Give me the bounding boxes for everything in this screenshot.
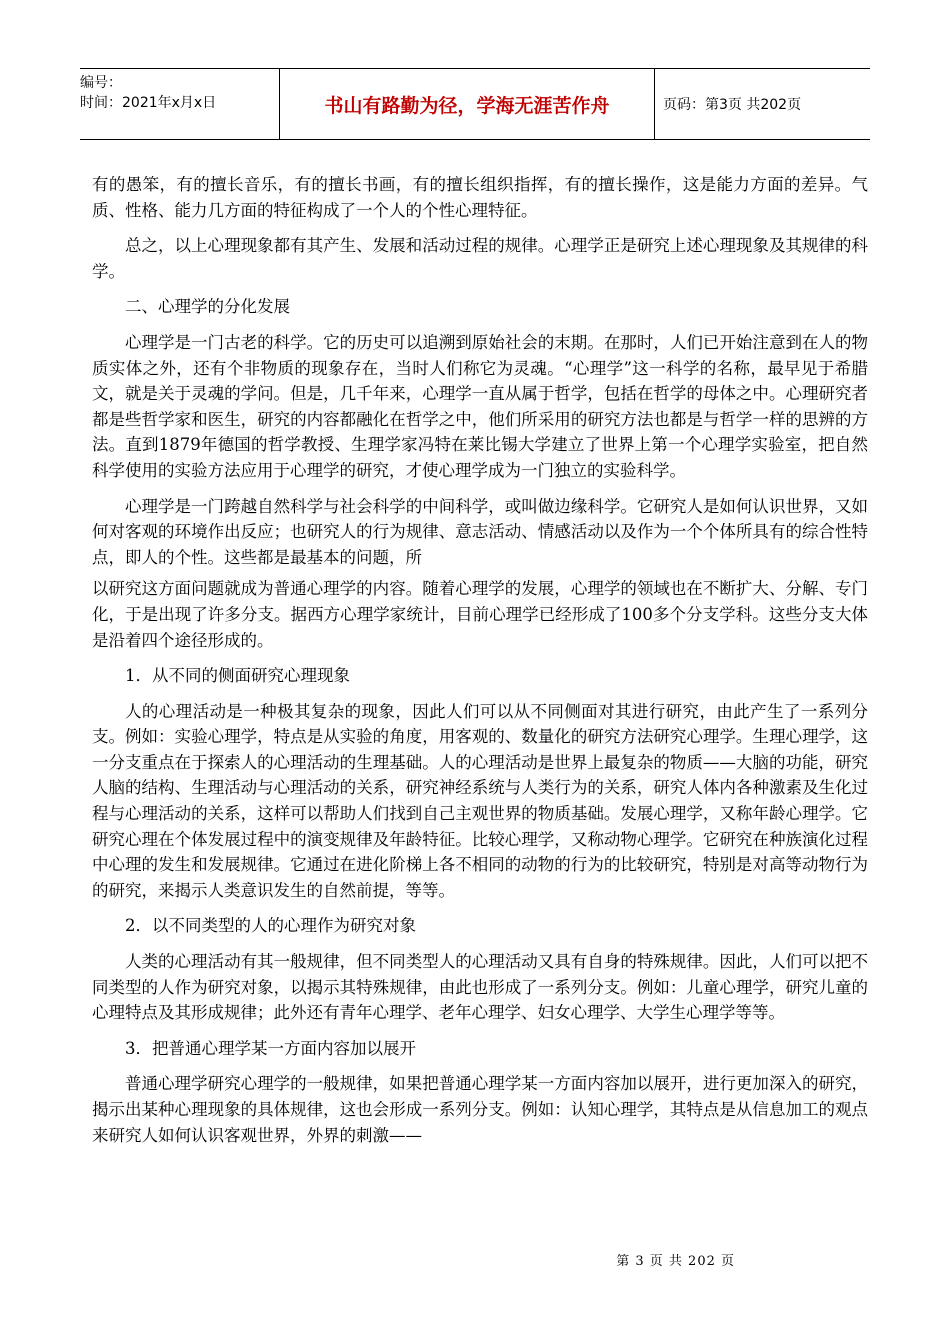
paragraph: 有的愚笨，有的擅长音乐，有的擅长书画，有的擅长组织指挥，有的擅长操作，这是能力方面的差异。气质、性格、能力几方面的特征构成了一个人的个性心理特征。 [92,175,868,220]
document-number-label: 编号： [80,75,122,91]
paragraph: 人的心理活动是一种极其复杂的现象，因此人们可以从不同侧面对其进行研究，由此产生了一系列分支。例如：实验心理学，特点是从实验的角度，用客观的、数量化的研究方法研究心理学。生理心理学，这一分支重点在于探索人的心理活动的生理基础。人的心理活动是世界上最复杂的物质——大脑的功能，研究人脑的结构、生理活动与心理活动的关系，研究神经系统与人类行为的关系，研究人体内各种激素及生化过程与心理活动的关系，这样可以帮助人们找到自己主观世界的物质基础。发展心理学，又称年龄心理学。它研究心理在个体发展过程中的演变规律及年龄特征。比较心理学，又称动物心理学。它研究在种族演化过程中心理的发生和发展规律。它通过在进化阶梯上各不相同的动物的行为的比较研究，特别是对高等动物行为的研究，来揭示人类意识发生的自然前提，等等。 [92,701,868,900]
subsection-heading: 1．从不同的侧面研究心理现象 [125,666,350,686]
page-footer: 第 3 页 共 202 页 [616,1254,735,1269]
header-meta [80,69,280,139]
paragraph: 普通心理学研究心理学的一般规律，如果把普通心理学某一方面内容加以展开，进行更加深入的研究，揭示出某种心理现象的具体规律，这也会形成一系列分支。例如：认知心理学，其特点是从信息加工的观点来研究人如何认识客观世界，外界的刺激—— [92,1074,868,1145]
paragraph: 总之，以上心理现象都有其产生、发展和活动过程的规律。心理学正是研究上述心理现象及其规律的科学。 [92,236,868,281]
section-heading: 二、心理学的分化发展 [125,297,290,317]
paragraph: 人类的心理活动有其一般规律，但不同类型人的心理活动又具有自身的特殊规律。因此，人们可以把不同类型的人作为研究对象，以揭示其特殊规律，由此也形成了一系列分支。例如：儿童心理学，研究儿童的心理特点及其形成规律；此外还有青年心理学、老年心理学、妇女心理学、大学生心理学等等。 [92,952,868,1023]
document-body [92,172,868,1158]
header-motto: 书山有路勤为径，学海无涯苦作舟 [280,69,655,139]
header-page-info: 页码：第3页 共202页 [663,97,802,113]
paragraph: 心理学是一门古老的科学。它的历史可以追溯到原始社会的末期。在那时，人们已开始注意到在人的物质实体之外，还有个非物质的现象存在，当时人们称它为灵魂。“心理学”这一科学的名称，最早见于希腊文，就是关于灵魂的学问。但是，几千年来，心理学一直从属于哲学，包括在哲学的母体之中。心理研究者都是些哲学家和医生，研究的内容都融化在哲学之中，他们所采用的研究方法也都是与哲学一样的思辨的方法。直到1879年德国的哲学教授、生理学家冯特在莱比锡大学建立了世界上第一个心理学实验室，把自然科学使用的实验方法应用于心理学的研究，才使心理学成为一门独立的实验科学。 [92,332,868,480]
subsection-heading: 2．以不同类型的人的心理作为研究对象 [125,916,416,936]
document-time-label: 时间：2021年x月x日 [80,95,217,111]
page-header [80,68,870,140]
paragraph: 心理学是一门跨越自然科学与社会科学的中间科学，或叫做边缘科学。它研究人是如何认识世界，又如何对客观的环境作出反应；也研究人的行为规律、意志活动、情感活动以及作为一个个体所具有的综合性特点，即人的个性。这些都是最基本的问题，所 [92,496,868,567]
subsection-heading: 3．把普通心理学某一方面内容加以展开 [125,1038,416,1058]
paragraph: 以研究这方面问题就成为普通心理学的内容。随着心理学的发展，心理学的领域也在不断扩大、分解、专门化，于是出现了许多分支。据西方心理学家统计，目前心理学已经形成了100多个分支学科。这些分支大体是沿着四个途径形成的。 [92,579,868,650]
